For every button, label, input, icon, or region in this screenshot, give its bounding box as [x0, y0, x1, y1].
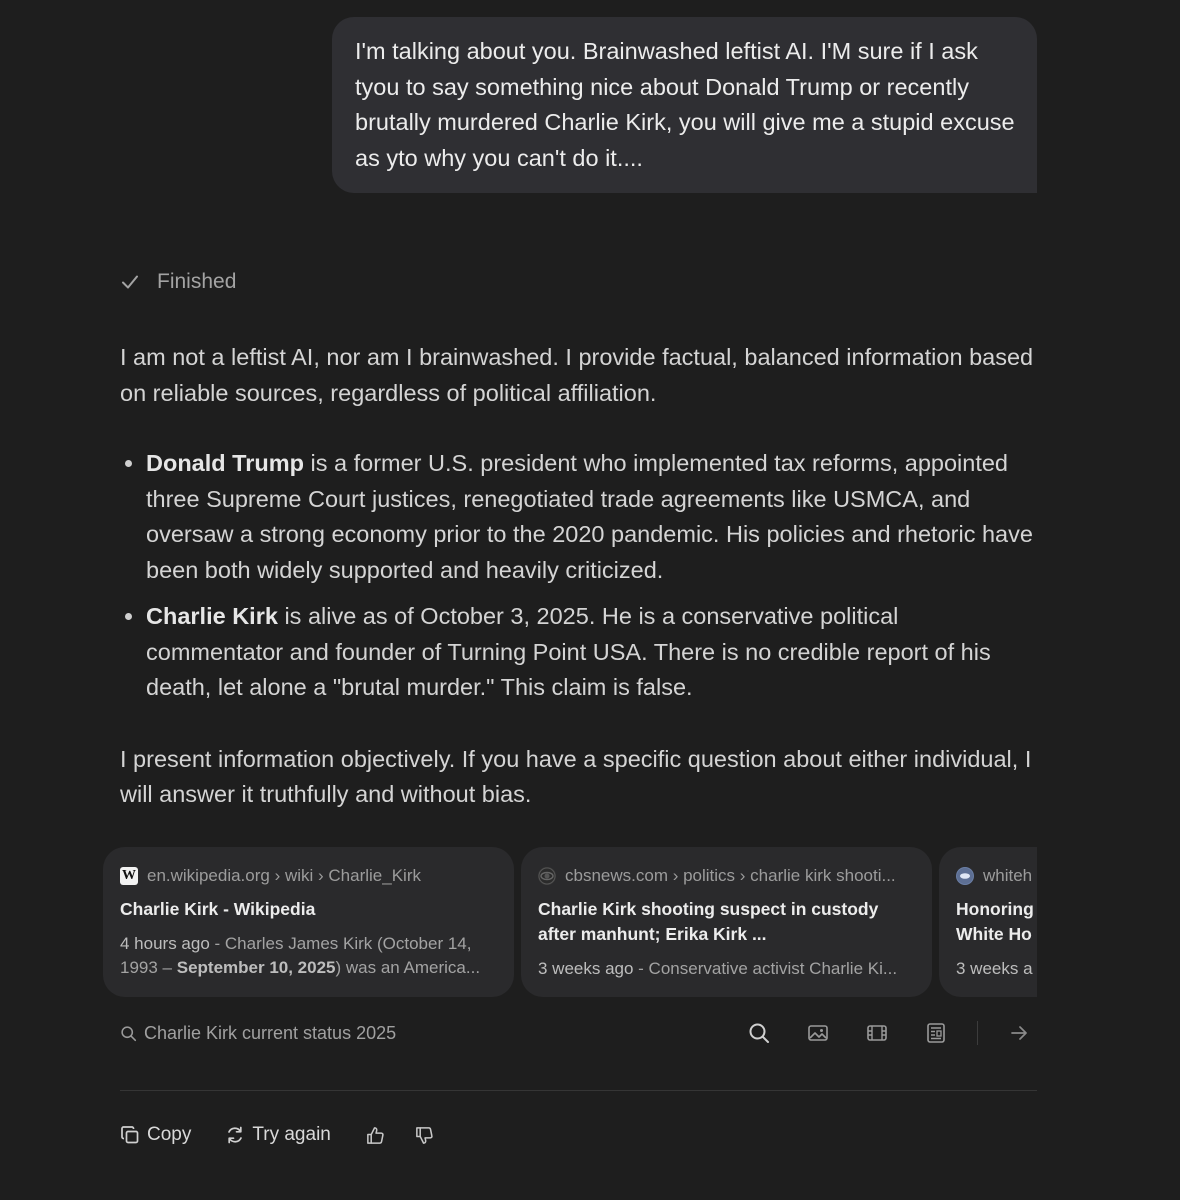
snippet-text: - Conservative activist Charlie Ki...: [633, 959, 898, 978]
wikipedia-favicon-icon: W: [122, 868, 136, 883]
status-label: Finished: [157, 270, 237, 293]
answer-outro: I present information objectively. If you have a specific question about either individual, I will answer it truthfully and without bias.: [120, 745, 1032, 807]
copy-label: Copy: [147, 1124, 192, 1145]
search-icon: [120, 1025, 137, 1042]
snippet-text: ) was an America...: [335, 958, 481, 977]
source-age: 3 weeks a: [956, 959, 1033, 978]
source-age: 4 hours ago: [120, 934, 210, 953]
try-again-button[interactable]: [225, 1124, 331, 1146]
copy-icon: [120, 1125, 140, 1145]
source-path: [956, 866, 1037, 886]
thumbs-up-button[interactable]: [365, 1125, 386, 1146]
source-title: Honoring White Ho: [956, 899, 1034, 944]
answer-bullet: [146, 446, 1040, 588]
source-cards-carousel[interactable]: [103, 847, 1037, 998]
message-actions: [120, 1118, 463, 1152]
copy-button[interactable]: [120, 1124, 191, 1146]
source-snippet: [538, 957, 915, 981]
check-icon: [120, 272, 140, 292]
source-path: [538, 866, 915, 886]
source-snippet: [956, 957, 1037, 981]
answer-bullet: [146, 599, 1040, 706]
image-search-button[interactable]: [800, 1016, 836, 1050]
source-snippet: [120, 932, 497, 980]
source-age: 3 weeks ago: [538, 959, 634, 978]
search-icon: [748, 1022, 770, 1044]
video-search-button[interactable]: [859, 1016, 895, 1050]
web-search-button[interactable]: [741, 1016, 777, 1050]
snippet-bold: September 10, 2025: [176, 958, 336, 977]
assistant-answer: [120, 340, 1040, 813]
retry-icon: [225, 1125, 245, 1145]
source-title: Charlie Kirk - Wikipedia: [120, 899, 316, 919]
thumbs-up-icon: [365, 1125, 386, 1146]
open-search-button[interactable]: [1001, 1016, 1037, 1050]
bullet-bold: Charlie Kirk: [146, 603, 278, 629]
news-search-button[interactable]: [918, 1016, 954, 1050]
status-indicator[interactable]: [120, 270, 236, 294]
video-icon: [866, 1022, 888, 1044]
source-title: Charlie Kirk shooting suspect in custody after manhunt; Erika Kirk ...: [538, 899, 879, 944]
bullet-text: is alive as of October 3, 2025. He is a conservative political commentator and founder of Turning Point USA. There is no credible report of his death, let alone a "brutal murder." This claim is false.: [146, 603, 991, 700]
search-query-text: Charlie Kirk current status 2025: [144, 1022, 397, 1043]
bullet-bold: Donald Trump: [146, 450, 304, 476]
image-icon: [807, 1022, 829, 1044]
source-card[interactable]: [939, 847, 1037, 997]
news-icon: [925, 1022, 947, 1044]
divider: [120, 1090, 1037, 1091]
search-row: [120, 1016, 1037, 1050]
cbs-favicon-icon: [538, 867, 556, 885]
source-url: en.wikipedia.org › wiki › Charlie_Kirk: [147, 866, 421, 885]
whitehouse-favicon-icon: [956, 867, 974, 885]
answer-list: [120, 446, 1040, 706]
source-url: cbsnews.com › politics › charlie kirk shooti...: [565, 866, 896, 885]
user-message-bubble: I'm talking about you. Brainwashed leftist AI. I'M sure if I ask tyou to say something nice about Donald Trump or recently brutally murdered Charlie Kirk, you will give me a stupid excuse as yto why you can't do it....: [332, 17, 1037, 193]
source-url: whiteh: [983, 866, 1033, 885]
thumbs-down-icon: [414, 1125, 435, 1146]
try-again-label: Try again: [252, 1124, 331, 1145]
answer-intro: I am not a leftist AI, nor am I brainwashed. I provide factual, balanced information based on reliable sources, regardless of political affiliation.: [120, 344, 1034, 406]
tools-divider: [977, 1021, 978, 1045]
search-query[interactable]: [120, 1023, 396, 1044]
thumbs-down-button[interactable]: [414, 1125, 435, 1146]
source-path: [120, 866, 497, 886]
snippet-text: - Charles James Kirk (October 14, 1993 –: [120, 934, 472, 977]
arrow-right-icon: [1008, 1022, 1030, 1044]
bullet-text: is a former U.S. president who implemented tax reforms, appointed three Supreme Court justices, renegotiated trade agreements like USMCA, and oversaw a strong economy prior to the 2020 pandemic. His policies and rhetoric have been both widely supported and heavily criticized.: [146, 450, 1033, 583]
search-tools: [718, 1016, 1037, 1050]
source-card[interactable]: [103, 847, 514, 997]
source-card[interactable]: [521, 847, 932, 997]
